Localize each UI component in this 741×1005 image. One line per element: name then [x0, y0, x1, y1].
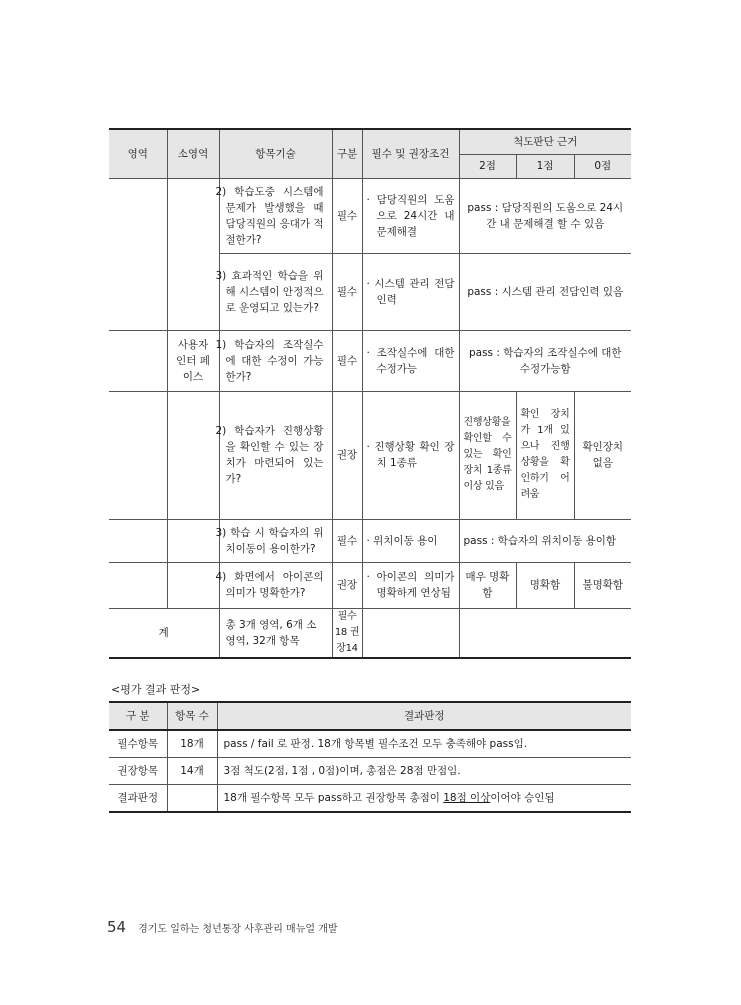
total-label: 계	[109, 608, 219, 658]
condition-cell: · 시스템 관리 전담 인력	[362, 253, 459, 330]
eval-caption: <평가 결과 판정>	[111, 683, 201, 696]
category-cell: 결과판정	[109, 785, 167, 813]
header-category: 구 분	[109, 702, 167, 730]
table-row	[109, 785, 631, 813]
header-count: 항목 수	[167, 702, 217, 730]
item-description: 2) 학습도중 시스템에 문제가 발생했을 때 담당직원의 응대가 적절한가?	[219, 178, 332, 253]
score-2-cell: 진행상황을 확인할 수 있는 확인장치 1종류 이상 있음	[459, 391, 516, 519]
area-cell	[109, 519, 167, 562]
page-number: 54	[107, 918, 127, 936]
item-description: 2) 학습자가 진행상황을 확인할 수 있는 장치가 마련되어 있는가?	[219, 391, 332, 519]
result-cell	[217, 785, 631, 813]
count-cell	[167, 785, 217, 813]
result-text-pre: 18개 필수항목 모두 pass하고 권장항목 총점이	[223, 792, 444, 804]
category-cell: 권장항목	[109, 758, 167, 785]
score-2-cell: 매우 명확함	[459, 562, 516, 608]
header-item: 항목기술	[219, 129, 332, 178]
table-row	[109, 519, 631, 562]
table-row	[109, 391, 631, 519]
condition-cell: · 아이콘의 의미가 명확하게 연상됨	[362, 562, 459, 608]
table-total-row	[109, 608, 631, 658]
header-criteria: 척도판단 근거	[459, 129, 631, 154]
evaluation-criteria-table	[109, 128, 631, 659]
score-0-cell: 확인장치 없음	[574, 391, 631, 519]
score-1-cell: 확인 장치가 1개 있으나 진행상황을 확인하기 어려움	[516, 391, 574, 519]
header-score-2: 2점	[459, 154, 516, 178]
area-cell	[109, 330, 167, 391]
criteria-cell: pass : 학습자의 위치이동 용이함	[459, 519, 631, 562]
page-footer	[107, 918, 338, 936]
count-cell: 14개	[167, 758, 217, 785]
result-text-post: 이어야 승인됨	[490, 792, 555, 804]
type-cell: 권장	[332, 391, 362, 519]
condition-cell: · 위치이동 용이	[362, 519, 459, 562]
criteria-cell: pass : 담당직원의 도움으로 24시간 내 문제해결 할 수 있음	[459, 178, 631, 253]
header-area: 영역	[109, 129, 167, 178]
type-cell: 필수	[332, 178, 362, 253]
total-type: 필수18 권장14	[332, 608, 362, 658]
condition-cell: · 조작실수에 대한 수정가능	[362, 330, 459, 391]
item-description: 4) 화면에서 아이콘의 의미가 명확한가?	[219, 562, 332, 608]
type-cell: 필수	[332, 519, 362, 562]
total-criteria	[459, 608, 631, 658]
total-description: 총 3개 영역, 6개 소영역, 32개 항목	[219, 608, 332, 658]
subarea-cell	[167, 391, 219, 519]
item-description: 1) 학습자의 조작실수에 대한 수정이 가능한가?	[219, 330, 332, 391]
category-cell: 필수항목	[109, 730, 167, 758]
table-row	[109, 730, 631, 758]
subarea-cell: 사용자 인터 페이스	[167, 330, 219, 391]
header-type: 구분	[332, 129, 362, 178]
area-cell	[109, 391, 167, 519]
header-condition: 필수 및 권장조건	[362, 129, 459, 178]
table-row	[109, 178, 631, 253]
header-subarea: 소영역	[167, 129, 219, 178]
score-0-cell: 불명확함	[574, 562, 631, 608]
subarea-cell	[167, 519, 219, 562]
area-cell	[109, 562, 167, 608]
eval-result-table	[109, 701, 631, 813]
area-cell	[109, 178, 167, 330]
subarea-cell	[167, 562, 219, 608]
item-description: 3) 학습 시 학습자의 위치이동이 용이한가?	[219, 519, 332, 562]
count-cell: 18개	[167, 730, 217, 758]
subarea-cell	[167, 178, 219, 330]
type-cell: 권장	[332, 562, 362, 608]
header-score-0: 0점	[574, 154, 631, 178]
table-row	[109, 562, 631, 608]
total-condition	[362, 608, 459, 658]
table-row	[109, 330, 631, 391]
type-cell: 필수	[332, 330, 362, 391]
type-cell: 필수	[332, 253, 362, 330]
result-cell: pass / fail 로 판정. 18개 항목별 필수조건 모두 충족해야 pass임.	[217, 730, 631, 758]
condition-cell: · 진행상황 확인 장치 1종류	[362, 391, 459, 519]
table-row	[109, 758, 631, 785]
header-score-1: 1점	[516, 154, 574, 178]
result-text-underlined: 18점 이상	[443, 792, 491, 804]
condition-cell: · 담당직원의 도움으로 24시간 내 문제해결	[362, 178, 459, 253]
header-result: 결과판정	[217, 702, 631, 730]
criteria-cell: pass : 학습자의 조작실수에 대한 수정가능함	[459, 330, 631, 391]
score-1-cell: 명확함	[516, 562, 574, 608]
result-cell: 3점 척도(2점, 1점 , 0점)이며, 총점은 28점 만점임.	[217, 758, 631, 785]
criteria-cell: pass : 시스템 관리 전담인력 있음	[459, 253, 631, 330]
footer-title: 경기도 일하는 청년통장 사후관리 매뉴얼 개발	[138, 924, 338, 935]
item-description: 3) 효과적인 학습을 위해 시스템이 안정적으로 운영되고 있는가?	[219, 253, 332, 330]
